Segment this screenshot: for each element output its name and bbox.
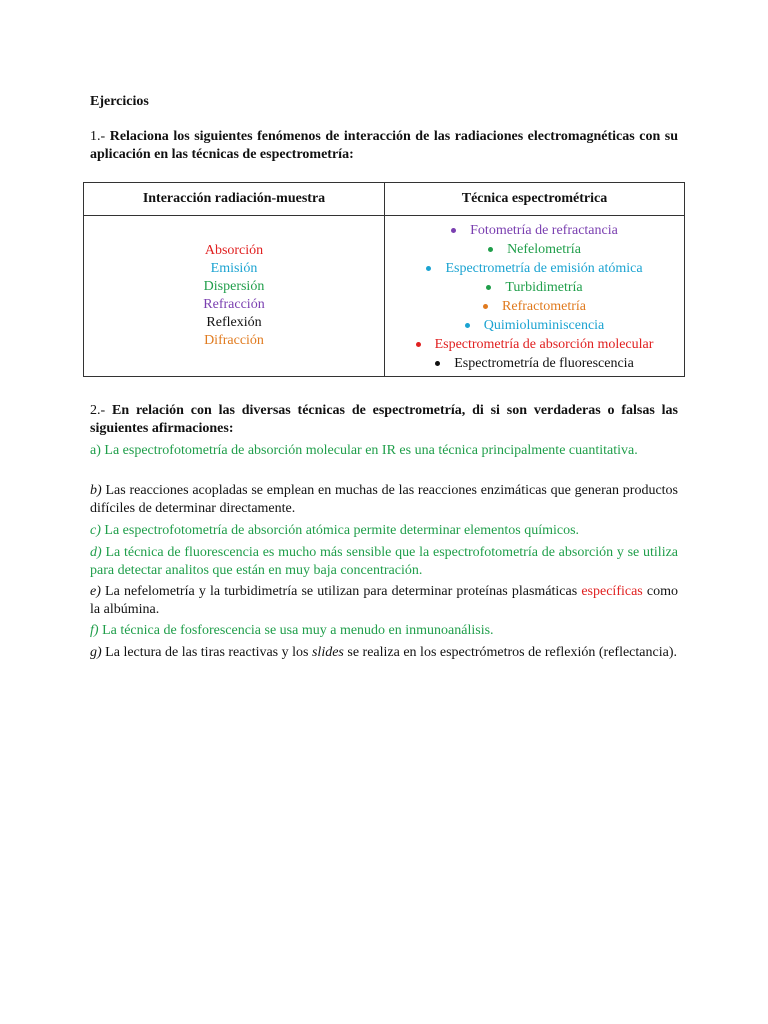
bullet-icon (488, 247, 493, 252)
statement-b (90, 482, 678, 518)
table-body-row (84, 216, 685, 377)
interaction-item: Absorción (204, 243, 264, 258)
statement-f-text: La técnica de fosforescencia se usa muy a menudo en inmunoanálisis. (102, 623, 494, 638)
statement-e (90, 583, 678, 619)
question-2 (90, 402, 678, 438)
interaction-item: Refracción (203, 297, 265, 312)
statement-c-text: La espectrofotometría de absorción atómica permite determinar elementos químicos. (104, 523, 580, 538)
bullet-icon (465, 323, 470, 328)
technique-list (385, 217, 684, 375)
technique-label: Quimioluminiscencia (483, 318, 605, 333)
technique-item (483, 297, 586, 316)
interaction-cell (84, 216, 385, 377)
technique-item (426, 259, 642, 278)
technique-label: Fotometría de refractancia (470, 223, 618, 238)
technique-item (435, 354, 634, 373)
technique-item (465, 316, 605, 335)
statement-e-text-1: La nefelometría y la turbidimetría se utilizan para determinar proteínas plasmáticas (105, 584, 578, 599)
technique-label: Refractometría (502, 299, 586, 314)
interaction-item: Reflexión (206, 315, 262, 330)
statement-d (90, 544, 678, 580)
statement-g-prefix: g) (90, 645, 102, 660)
interaction-item: Emisión (210, 261, 258, 276)
bullet-icon (426, 266, 431, 271)
statement-d-prefix: d) (90, 545, 102, 560)
technique-item (488, 240, 581, 259)
column-header-technique: Técnica espectrométrica (385, 183, 685, 216)
question-1 (90, 128, 678, 164)
interaction-item: Dispersión (203, 279, 265, 294)
statement-e-prefix: e) (90, 584, 101, 599)
statement-g (90, 644, 678, 662)
statement-f-prefix: f) (90, 623, 99, 638)
bullet-icon (483, 304, 488, 309)
table-header-row (84, 183, 685, 216)
bullet-icon (486, 285, 491, 290)
matching-table (83, 182, 685, 377)
question-1-number: 1.- (90, 129, 106, 144)
question-1-text: Relaciona los siguientes fenómenos de interacción de las radiaciones electromagnéticas con su aplicación en las técnicas de espectrometría: (90, 129, 678, 162)
statement-f (90, 622, 678, 640)
statement-g-text-1: La lectura de las tiras reactivas y los (105, 645, 309, 660)
technique-label: Nefelometría (507, 242, 581, 257)
page-heading: Ejercicios (90, 94, 149, 109)
bullet-icon (416, 342, 421, 347)
technique-label: Espectrometría de emisión atómica (445, 261, 643, 276)
statement-d-text: La técnica de fluorescencia es mucho más sensible que la espectrofotometría de absorción y se utiliza para detectar analitos que están en muy baja concentración. (90, 545, 679, 578)
statement-b-text: Las reacciones acopladas se emplean en muchas de las reacciones enzimáticas que generan productos difíciles de determinar directamente. (90, 483, 678, 516)
technique-item (486, 278, 582, 297)
technique-label: Espectrometría de fluorescencia (454, 356, 634, 371)
statement-a (90, 442, 678, 460)
column-header-interaction: Interacción radiación-muestra (84, 183, 385, 216)
question-2-number: 2.- (90, 403, 106, 418)
statement-e-highlight: específicas (581, 584, 643, 599)
technique-item (416, 335, 654, 354)
question-2-text: En relación con las diversas técnicas de espectrometría, di si son verdaderas o falsas las siguientes afirmaciones: (90, 403, 678, 436)
interaction-list (84, 242, 384, 350)
statement-g-italic: slides (311, 645, 344, 660)
technique-cell (385, 216, 685, 377)
technique-label: Turbidimetría (505, 280, 583, 295)
technique-item (451, 221, 618, 240)
interaction-item: Difracción (204, 333, 264, 348)
statement-g-text-2: se realiza en los espectrómetros de reflexión (reflectancia). (347, 645, 677, 660)
bullet-icon (435, 361, 440, 366)
statement-b-prefix: b) (90, 483, 102, 498)
bullet-icon (451, 228, 456, 233)
statement-a-text: La espectrofotometría de absorción molecular en IR es una técnica principalmente cuantitativa. (104, 443, 638, 458)
statement-e-text-2: como la albúmina. (90, 584, 679, 617)
statement-c (90, 522, 678, 540)
statement-a-prefix: a) (90, 443, 101, 458)
statement-c-prefix: c) (90, 523, 101, 538)
technique-label: Espectrometría de absorción molecular (434, 337, 654, 352)
